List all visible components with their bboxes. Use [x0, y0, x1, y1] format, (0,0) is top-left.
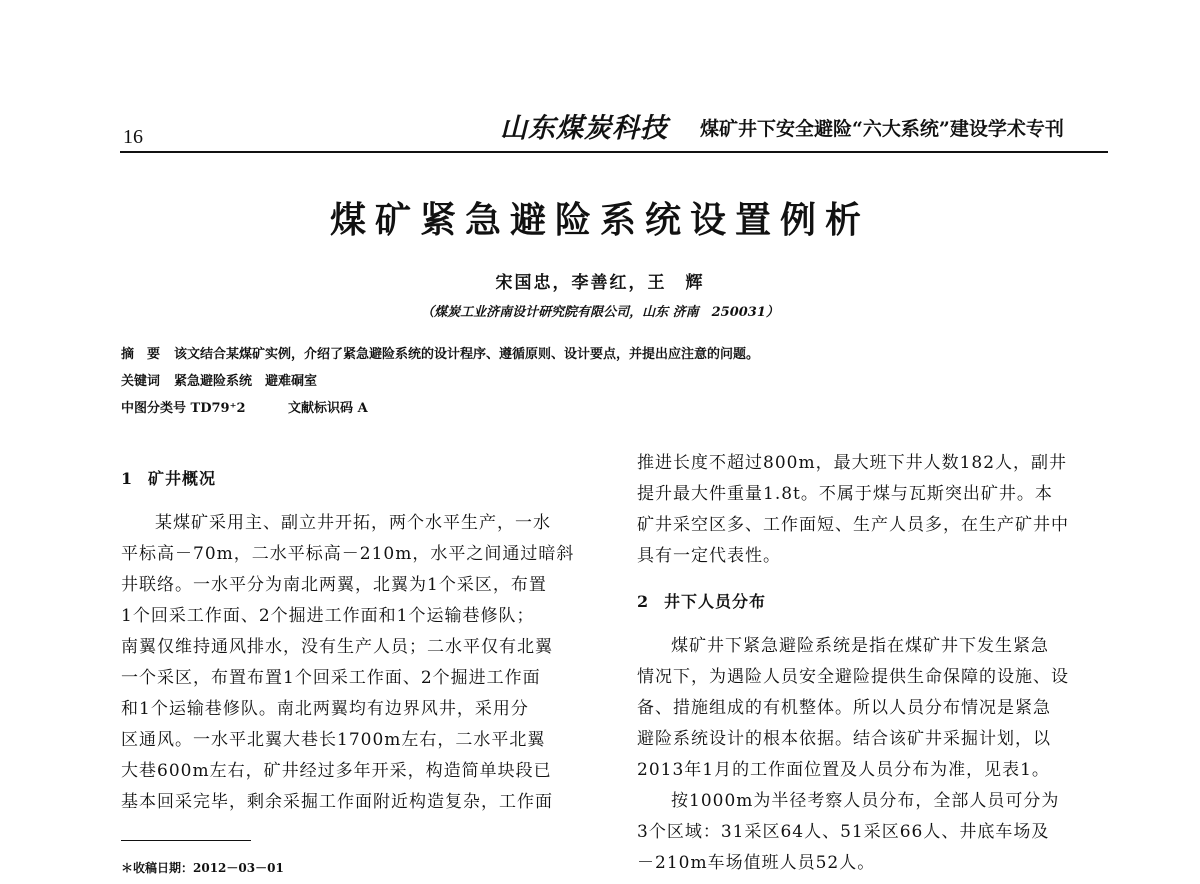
- text-line: 煤矿井下紧急避险系统是指在煤矿井下发生紧急: [671, 636, 1049, 656]
- section-1-heading: [121, 463, 601, 494]
- section-1-paragraph: [121, 508, 601, 818]
- abstract-label: 摘 要: [121, 347, 161, 362]
- class-value: TD79⁺2: [190, 401, 246, 416]
- article-affiliation: （煤炭工业济南设计研究院有限公司，山东 济南 250031）: [421, 305, 779, 320]
- text-line: 某煤矿采用主、副立井开拓，两个水平生产，一水: [155, 513, 551, 533]
- text-line: 大巷600m左右，矿井经过多年开采，构造简单块段已: [121, 761, 552, 781]
- text-line: 2013年1月的工作面位置及人员分布为准，见表1。: [637, 760, 1050, 780]
- text-line: 一个采区，布置布置1个回采工作面、2个掘进工作面: [121, 668, 541, 688]
- section-2-title: 井下人员分布: [664, 592, 767, 611]
- text-line: 提升最大件重量1.8t。不属于煤与瓦斯突出矿井。本: [637, 484, 1053, 504]
- text-line: －210m车场值班人员52人。: [637, 853, 876, 873]
- section-2-paragraph-1: [637, 631, 1117, 786]
- text-line: 情况下，为遇险人员安全避险提供生命保障的设施、设: [637, 667, 1069, 687]
- section-1-title: 矿井概况: [148, 469, 217, 488]
- section-1-number: 1: [121, 469, 134, 488]
- text-line: 基本回采完毕，剩余采掘工作面附近构造复杂，工作面: [121, 792, 553, 812]
- text-line: 矿井采空区多、工作面短、生产人员多，在生产矿井中: [637, 515, 1069, 535]
- text-line: 按1000m为半径考察人员分布，全部人员可分为: [671, 791, 1060, 811]
- class-label: 中图分类号: [121, 401, 187, 416]
- text-line: 推进长度不超过800m，最大班下井人数182人，副井: [637, 453, 1068, 473]
- article-title: 煤矿紧急避险系统设置例析: [329, 199, 870, 241]
- doc-code-value: A: [357, 401, 368, 416]
- keywords-text: 紧急避险系统 避难硐室: [174, 374, 318, 389]
- series-title: 煤矿井下安全避险“六大系统”建设学术专刊: [700, 118, 1064, 140]
- text-line: 井联络。一水平分为南北两翼，北翼为1个采区，布置: [121, 575, 547, 595]
- header-rule: [120, 151, 1108, 153]
- keywords-line: [121, 370, 317, 389]
- journal-logo: 山东煤炭科技: [500, 113, 668, 144]
- text-line: 区通风。一水平北翼大巷长1700m左右，二水平北翼: [121, 730, 546, 750]
- text-line: 和1个运输巷修队。南北两翼均有边界风井，采用分: [121, 699, 529, 719]
- text-line: 平标高－70m，二水平标高－210m，水平之间通过暗斜: [121, 544, 575, 564]
- page-number: 16: [123, 126, 143, 148]
- keywords-label: 关键词: [121, 374, 161, 389]
- received-date-footnote: ＊收稿日期：2012－03－01: [121, 861, 284, 875]
- text-line: 1个回采工作面、2个掘进工作面和1个运输巷修队；: [121, 606, 535, 626]
- doc-code-label: 文献标识码: [288, 401, 354, 416]
- section-2-number: 2: [637, 592, 650, 611]
- right-column: [637, 448, 1117, 879]
- text-line: 避险系统设计的根本依据。结合该矿井采掘计划，以: [637, 729, 1051, 749]
- section-1-continuation: [637, 448, 1117, 572]
- footnote-rule: [121, 840, 251, 841]
- text-line: 备、措施组成的有机整体。所以人员分布情况是紧急: [637, 698, 1051, 718]
- left-column: [121, 463, 601, 818]
- section-2-paragraph-2: [637, 786, 1117, 879]
- text-line: 具有一定代表性。: [637, 546, 781, 566]
- text-line: 南翼仅维持通风排水，没有生产人员；二水平仅有北翼: [121, 637, 553, 657]
- classification-line: [121, 397, 368, 416]
- abstract-line: [121, 343, 759, 362]
- article-authors: 宋国忠，李善红，王 辉: [495, 273, 705, 293]
- section-2-heading: [637, 586, 1117, 617]
- abstract-text: 该文结合某煤矿实例，介绍了紧急避险系统的设计程序、遵循原则、设计要点，并提出应注意的问题。: [174, 347, 760, 362]
- text-line: 3个区域：31采区64人、51采区66人、井底车场及: [637, 822, 1050, 842]
